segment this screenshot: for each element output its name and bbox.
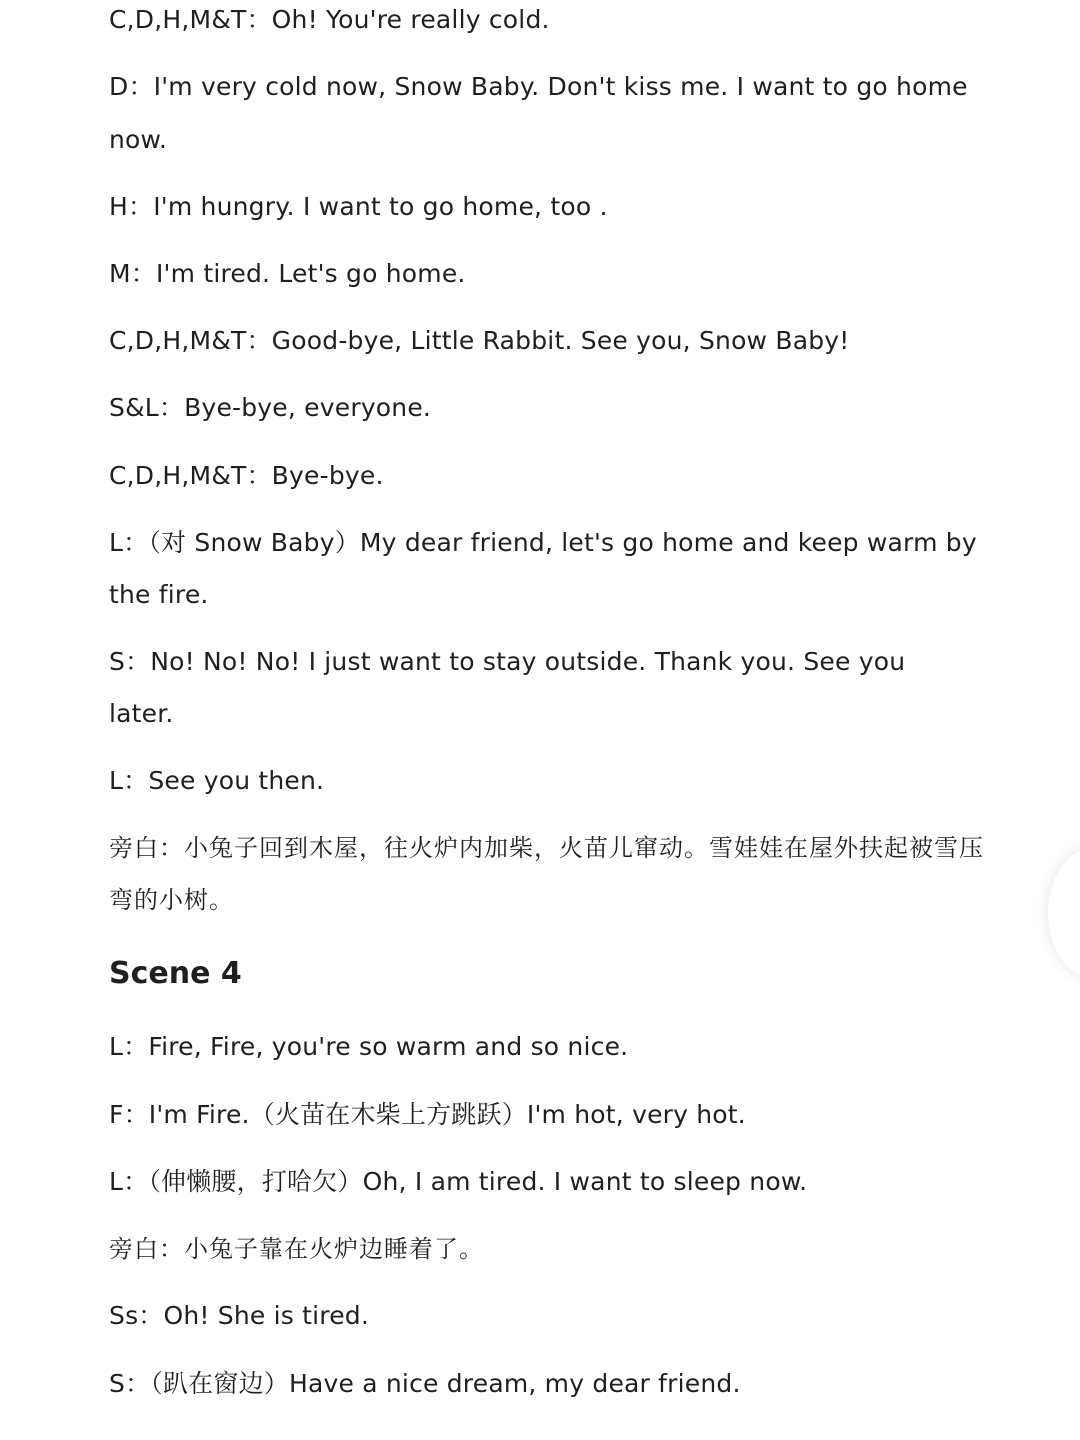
dialogue-line: M：I'm tired. Let's go home.	[109, 259, 466, 288]
dialogue-line: L：See you then.	[109, 766, 325, 795]
dialogue-line: S：No! No! No! I just want to stay outside. Thank you. See you	[109, 647, 906, 676]
narration-line: 旁白：小兔子回到木屋，往火炉内加柴，火苗儿窜动。雪娃娃在屋外扶起被雪压	[109, 834, 984, 862]
dialogue-line: C,D,H,M&T：Oh! You're really cold.	[109, 5, 550, 34]
dialogue-line-continuation: the fire.	[109, 580, 209, 609]
floating-scroll-handle[interactable]	[1048, 848, 1080, 978]
dialogue-line: H：I'm hungry. I want to go home, too .	[109, 192, 608, 221]
dialogue-line: S：（趴在窗边）Have a nice dream, my dear friend.	[109, 1369, 741, 1398]
dialogue-line: D：I'm very cold now, Snow Baby. Don't kiss me. I want to go home	[109, 72, 968, 101]
dialogue-line-continuation: later.	[109, 699, 174, 728]
dialogue-line-continuation: now.	[109, 125, 168, 154]
narration-line: 旁白：小兔子靠在火炉边睡着了。	[109, 1235, 484, 1263]
dialogue-line: S&L：Bye-bye, everyone.	[109, 393, 432, 422]
dialogue-line: F：I'm Fire.（火苗在木柴上方跳跃）I'm hot, very hot.	[109, 1100, 746, 1129]
dialogue-line: Ss：Oh! She is tired.	[109, 1301, 370, 1330]
dialogue-line: L：（伸懒腰，打哈欠）Oh, I am tired. I want to sleep now.	[109, 1167, 808, 1196]
scene-heading: Scene 4	[109, 956, 242, 991]
dialogue-line: C,D,H,M&T：Good-bye, Little Rabbit. See you, Snow Baby!	[109, 326, 850, 355]
narration-line-continuation: 弯的小树。	[109, 886, 234, 914]
dialogue-line: L：Fire, Fire, you're so warm and so nice.	[109, 1032, 629, 1061]
dialogue-line: L：（对 Snow Baby）My dear friend, let's go home and keep warm by	[109, 528, 977, 557]
dialogue-line: C,D,H,M&T：Bye-bye.	[109, 461, 384, 490]
